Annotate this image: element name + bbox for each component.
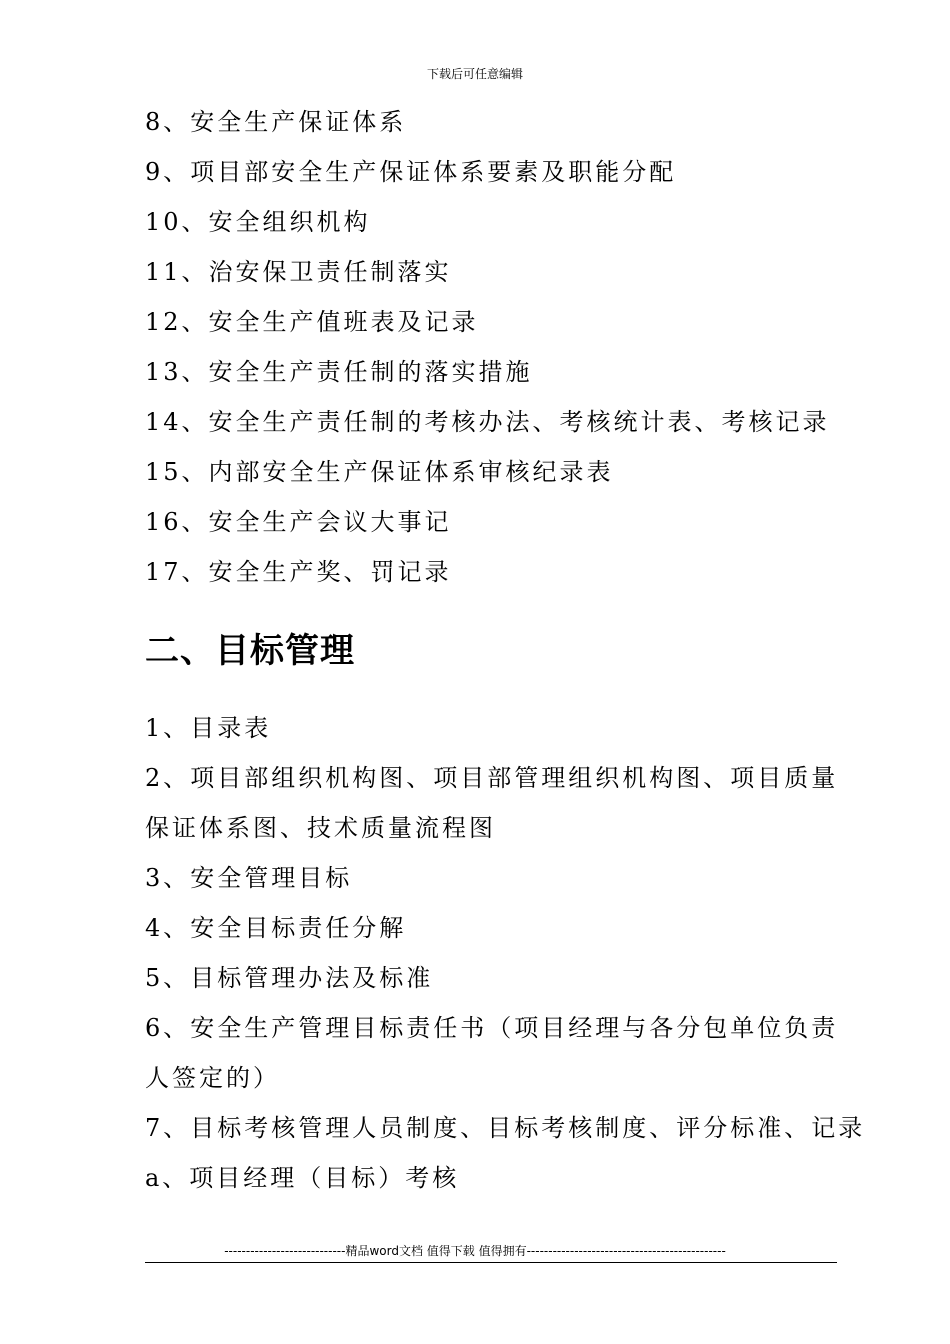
footer-divider — [145, 1262, 837, 1263]
list-item: 6、安全生产管理目标责任书（项目经理与各分包单位负责人签定的） — [145, 1014, 839, 1092]
list-item: 1、目录表 — [145, 714, 272, 742]
list-item: 5、目标管理办法及标准 — [145, 964, 434, 992]
list-item: 4、安全目标责任分解 — [145, 914, 407, 942]
list-item: a、项目经理（目标）考核 — [145, 1164, 460, 1192]
section-heading: 二、目标管理 — [145, 631, 355, 671]
document-body — [145, 97, 866, 1203]
list-item: 2、项目部组织机构图、项目部管理组织机构图、项目质量保证体系图、技术质量流程图 — [145, 764, 839, 842]
list-item: 7、目标考核管理人员制度、目标考核制度、评分标准、记录 — [145, 1114, 866, 1142]
list-item: 12、安全生产值班表及记录 — [145, 308, 479, 336]
list-item: 17、安全生产奖、罚记录 — [145, 558, 452, 586]
list-item: 9、项目部安全生产保证体系要素及职能分配 — [145, 158, 677, 186]
list-item: 10、安全组织机构 — [145, 208, 371, 236]
list-item: 8、安全生产保证体系 — [145, 108, 407, 136]
list-item: 15、内部安全生产保证体系审核纪录表 — [145, 458, 614, 486]
list-item: 16、安全生产会议大事记 — [145, 508, 452, 536]
list-item: 11、治安保卫责任制落实 — [145, 258, 452, 286]
page-footer-note: ----------------------------精品word文档 值得下载 值得拥有---------------------------------------------- — [224, 1244, 726, 1258]
list-item: 14、安全生产责任制的考核办法、考核统计表、考核记录 — [145, 408, 830, 436]
list-item: 3、安全管理目标 — [145, 864, 353, 892]
list-item: 13、安全生产责任制的落实措施 — [145, 358, 533, 386]
page-header-note: 下载后可任意编辑 — [426, 67, 523, 81]
